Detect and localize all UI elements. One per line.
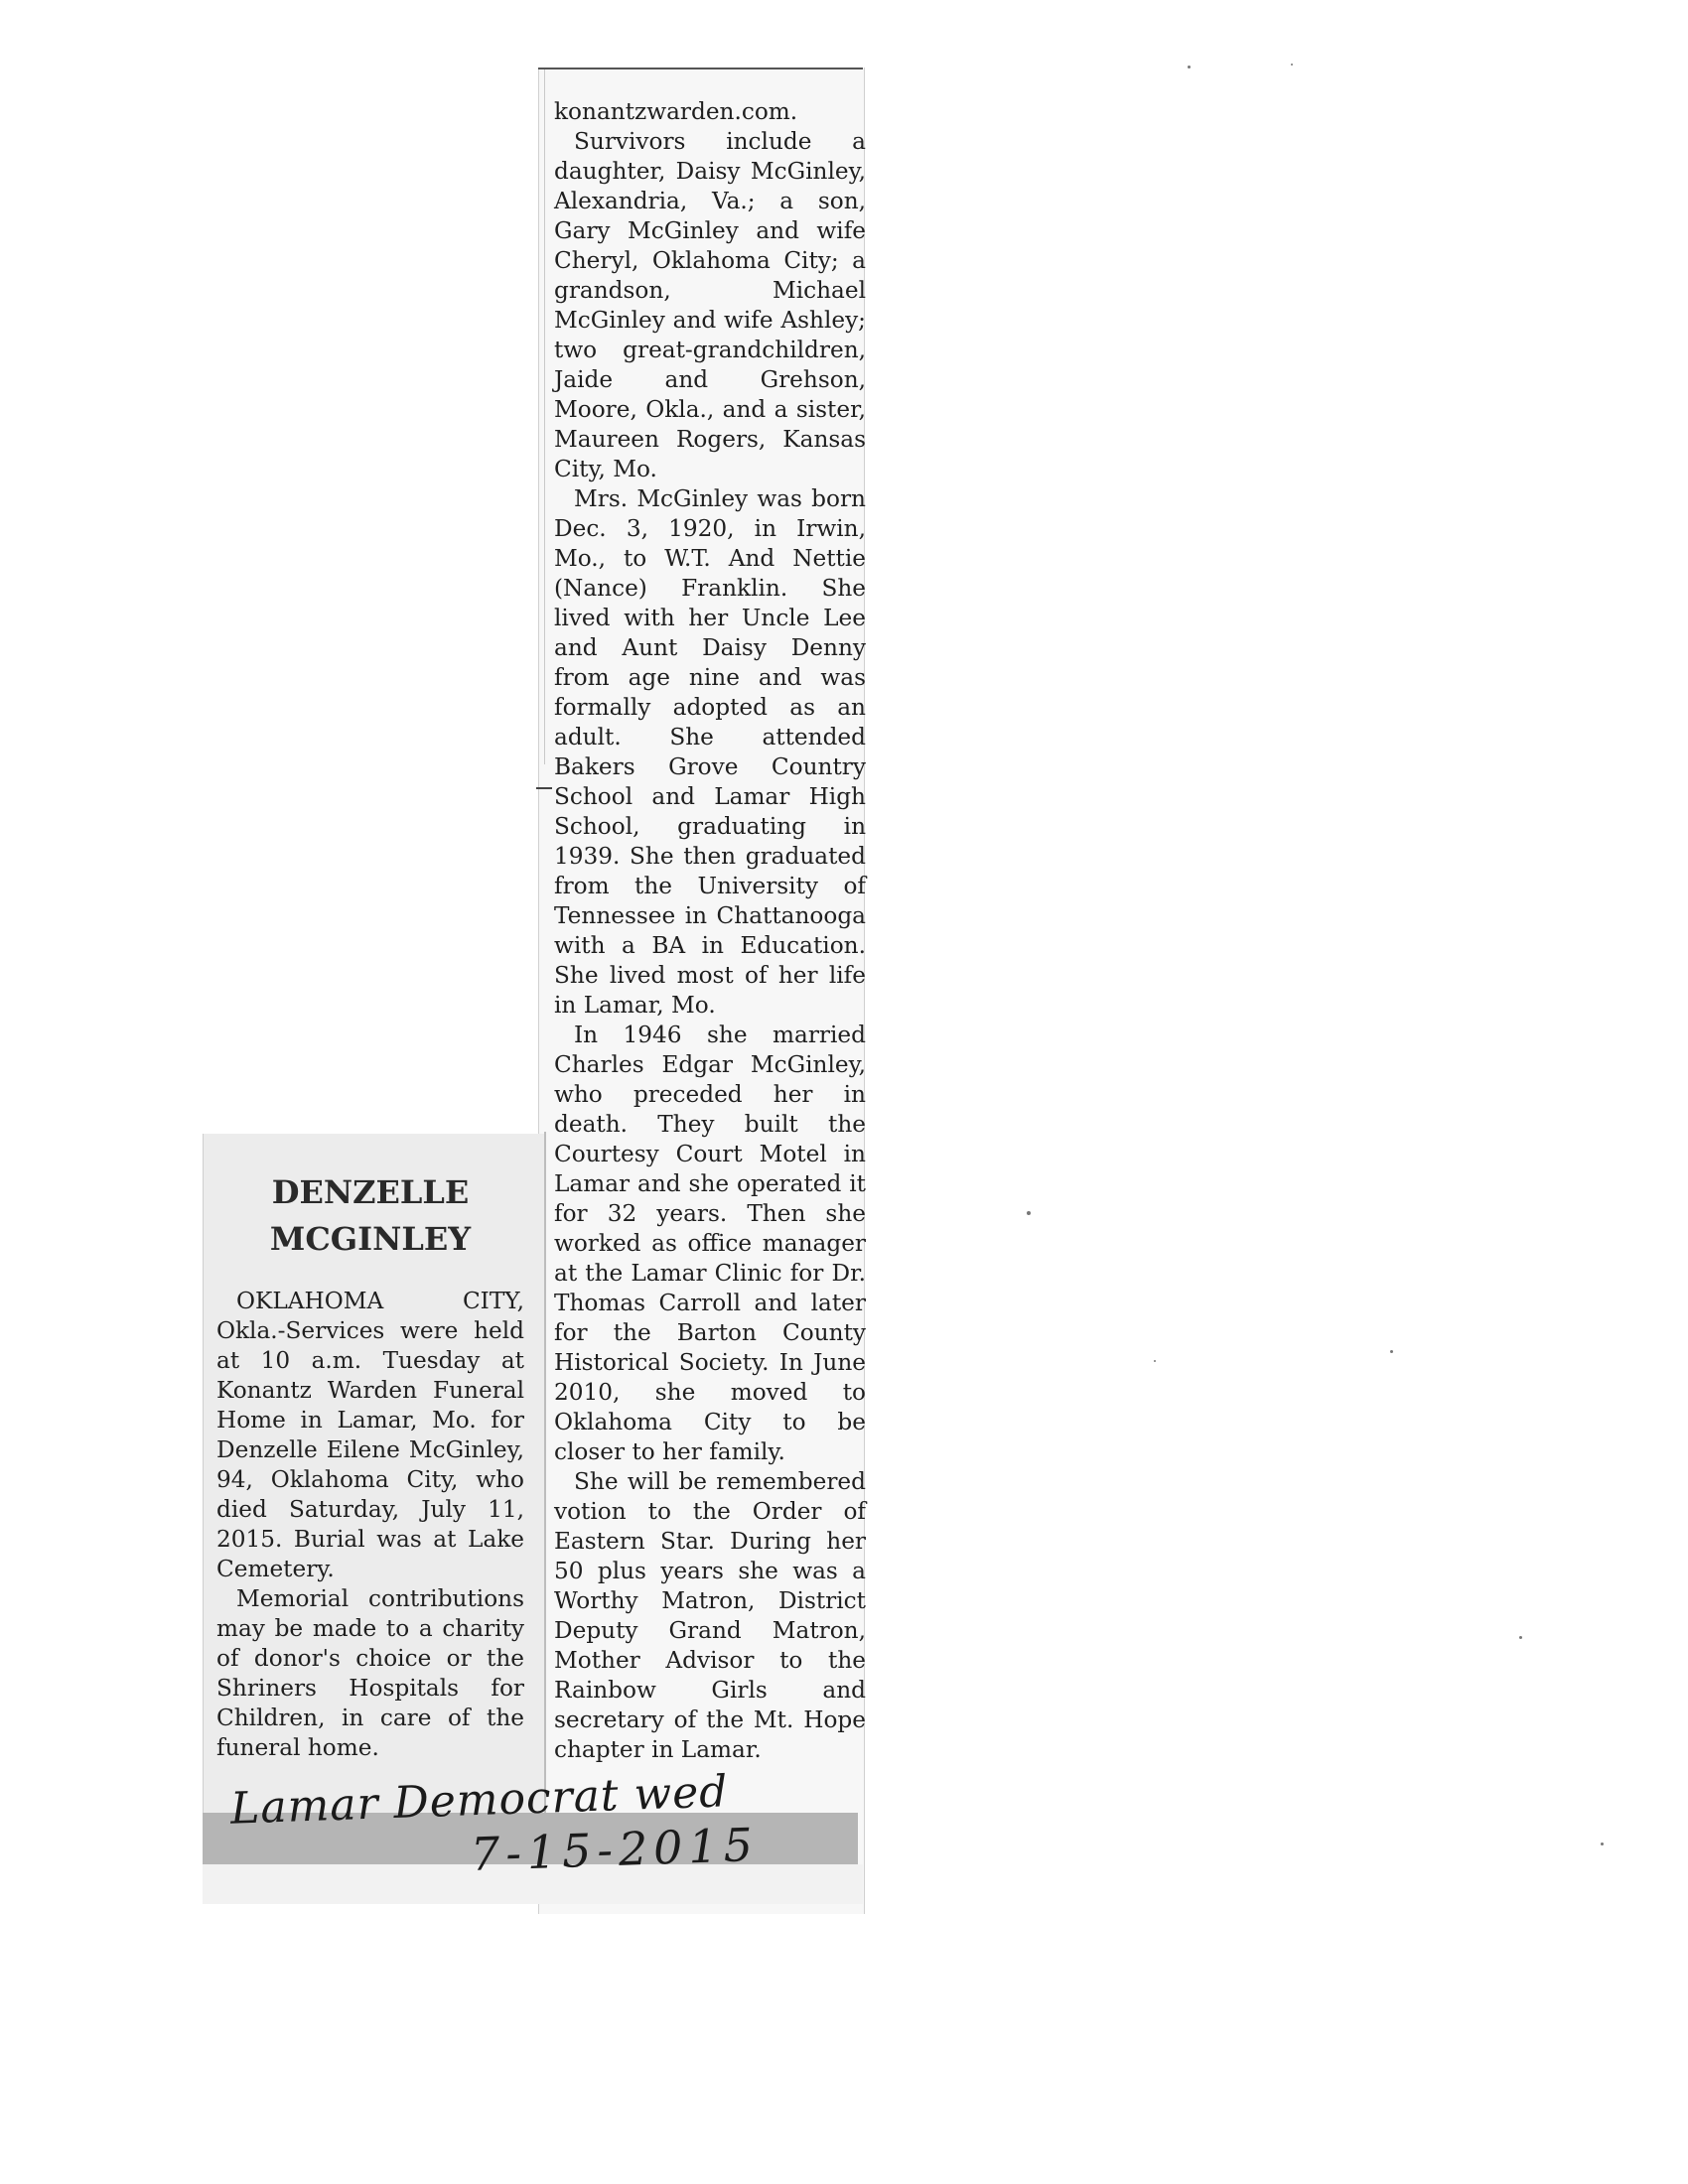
left-column-text bbox=[216, 1287, 524, 1763]
column-divider-upper bbox=[544, 69, 545, 764]
biography-paragraph: Mrs. McGinley was born Dec. 3, 1920, in Irwin, Mo., to W.T. And Nettie (Nance) Franklin. She lived with her Uncle Lee and Aunt Daisy Denny from age nine and was formally adopted as an adult. She attended Bakers Grove Country School and Lamar High School, graduating in 1939. She then graduated from the University of Tennessee in Chattanooga with a BA in Education. She lived most of her life in Lamar, Mo. bbox=[554, 485, 866, 1019]
scan-speck bbox=[1291, 64, 1293, 66]
eastern-star-paragraph: She will be remembered votion to the Order of Eastern Star. During her 50 plus years she was a Worthy Matron, District Deputy Grand Matron, Mother Advisor to the Rainbow Girls and secretary of the Mt. Hope chapter in Lamar. bbox=[554, 1468, 866, 1763]
scan-speck bbox=[1154, 1360, 1156, 1362]
clipping-top-edge bbox=[538, 68, 863, 69]
website-line: konantzwarden.com. bbox=[554, 98, 798, 125]
handwritten-date-note: 7-15-2015 bbox=[470, 1817, 760, 1882]
services-paragraph: OKLAHOMA CITY, Okla.-Services were held at 10 a.m. Tuesday at Konantz Warden Funeral Home in Lamar, Mo. for Denzelle Eilene McGinley, 94, Oklahoma City, who died Saturday, July 11, 2015. Burial was at Lake Cemetery. bbox=[216, 1288, 524, 1582]
handwritten-source-note: Lamar Democrat wed bbox=[229, 1766, 730, 1835]
survivors-paragraph: Survivors include a daughter, Daisy McGinley, Alexandria, Va.; a son, Gary McGinley and wife Cheryl, Oklahoma City; a grandson, Michael McGinley and wife Ashley; two great-grandchildren, Jaide and Grehson, Moore, Okla., and a sister, Maureen Rogers, Kansas City, Mo. bbox=[554, 128, 866, 482]
memorial-paragraph: Memorial contributions may be made to a charity of donor's choice or the Shriners Hospitals for Children, in care of the funeral home. bbox=[216, 1585, 524, 1761]
scan-speck bbox=[1188, 66, 1191, 68]
right-column-text bbox=[554, 97, 866, 1765]
column-divider-lower bbox=[544, 1132, 546, 1866]
scan-speck bbox=[1519, 1636, 1522, 1639]
marriage-paragraph: In 1946 she married Charles Edgar McGinley, who preceded her in death. They built the Courtesy Court Motel in Lamar and she operated it for 32 years. Then she worked as office manager at the Lamar Clinic for Dr. Thomas Carroll and later for the Barton County Historical Society. In June 2010, she moved to Oklahoma City to be closer to her family. bbox=[554, 1022, 866, 1465]
headline-first-name: DENZELLE bbox=[271, 1173, 470, 1211]
scan-mark bbox=[536, 787, 552, 789]
obituary-headline bbox=[216, 1169, 524, 1263]
scan-speck bbox=[1027, 1211, 1031, 1215]
headline-last-name: MCGINLEY bbox=[269, 1220, 472, 1258]
scan-speck bbox=[1601, 1843, 1604, 1845]
scan-speck bbox=[1390, 1350, 1393, 1353]
